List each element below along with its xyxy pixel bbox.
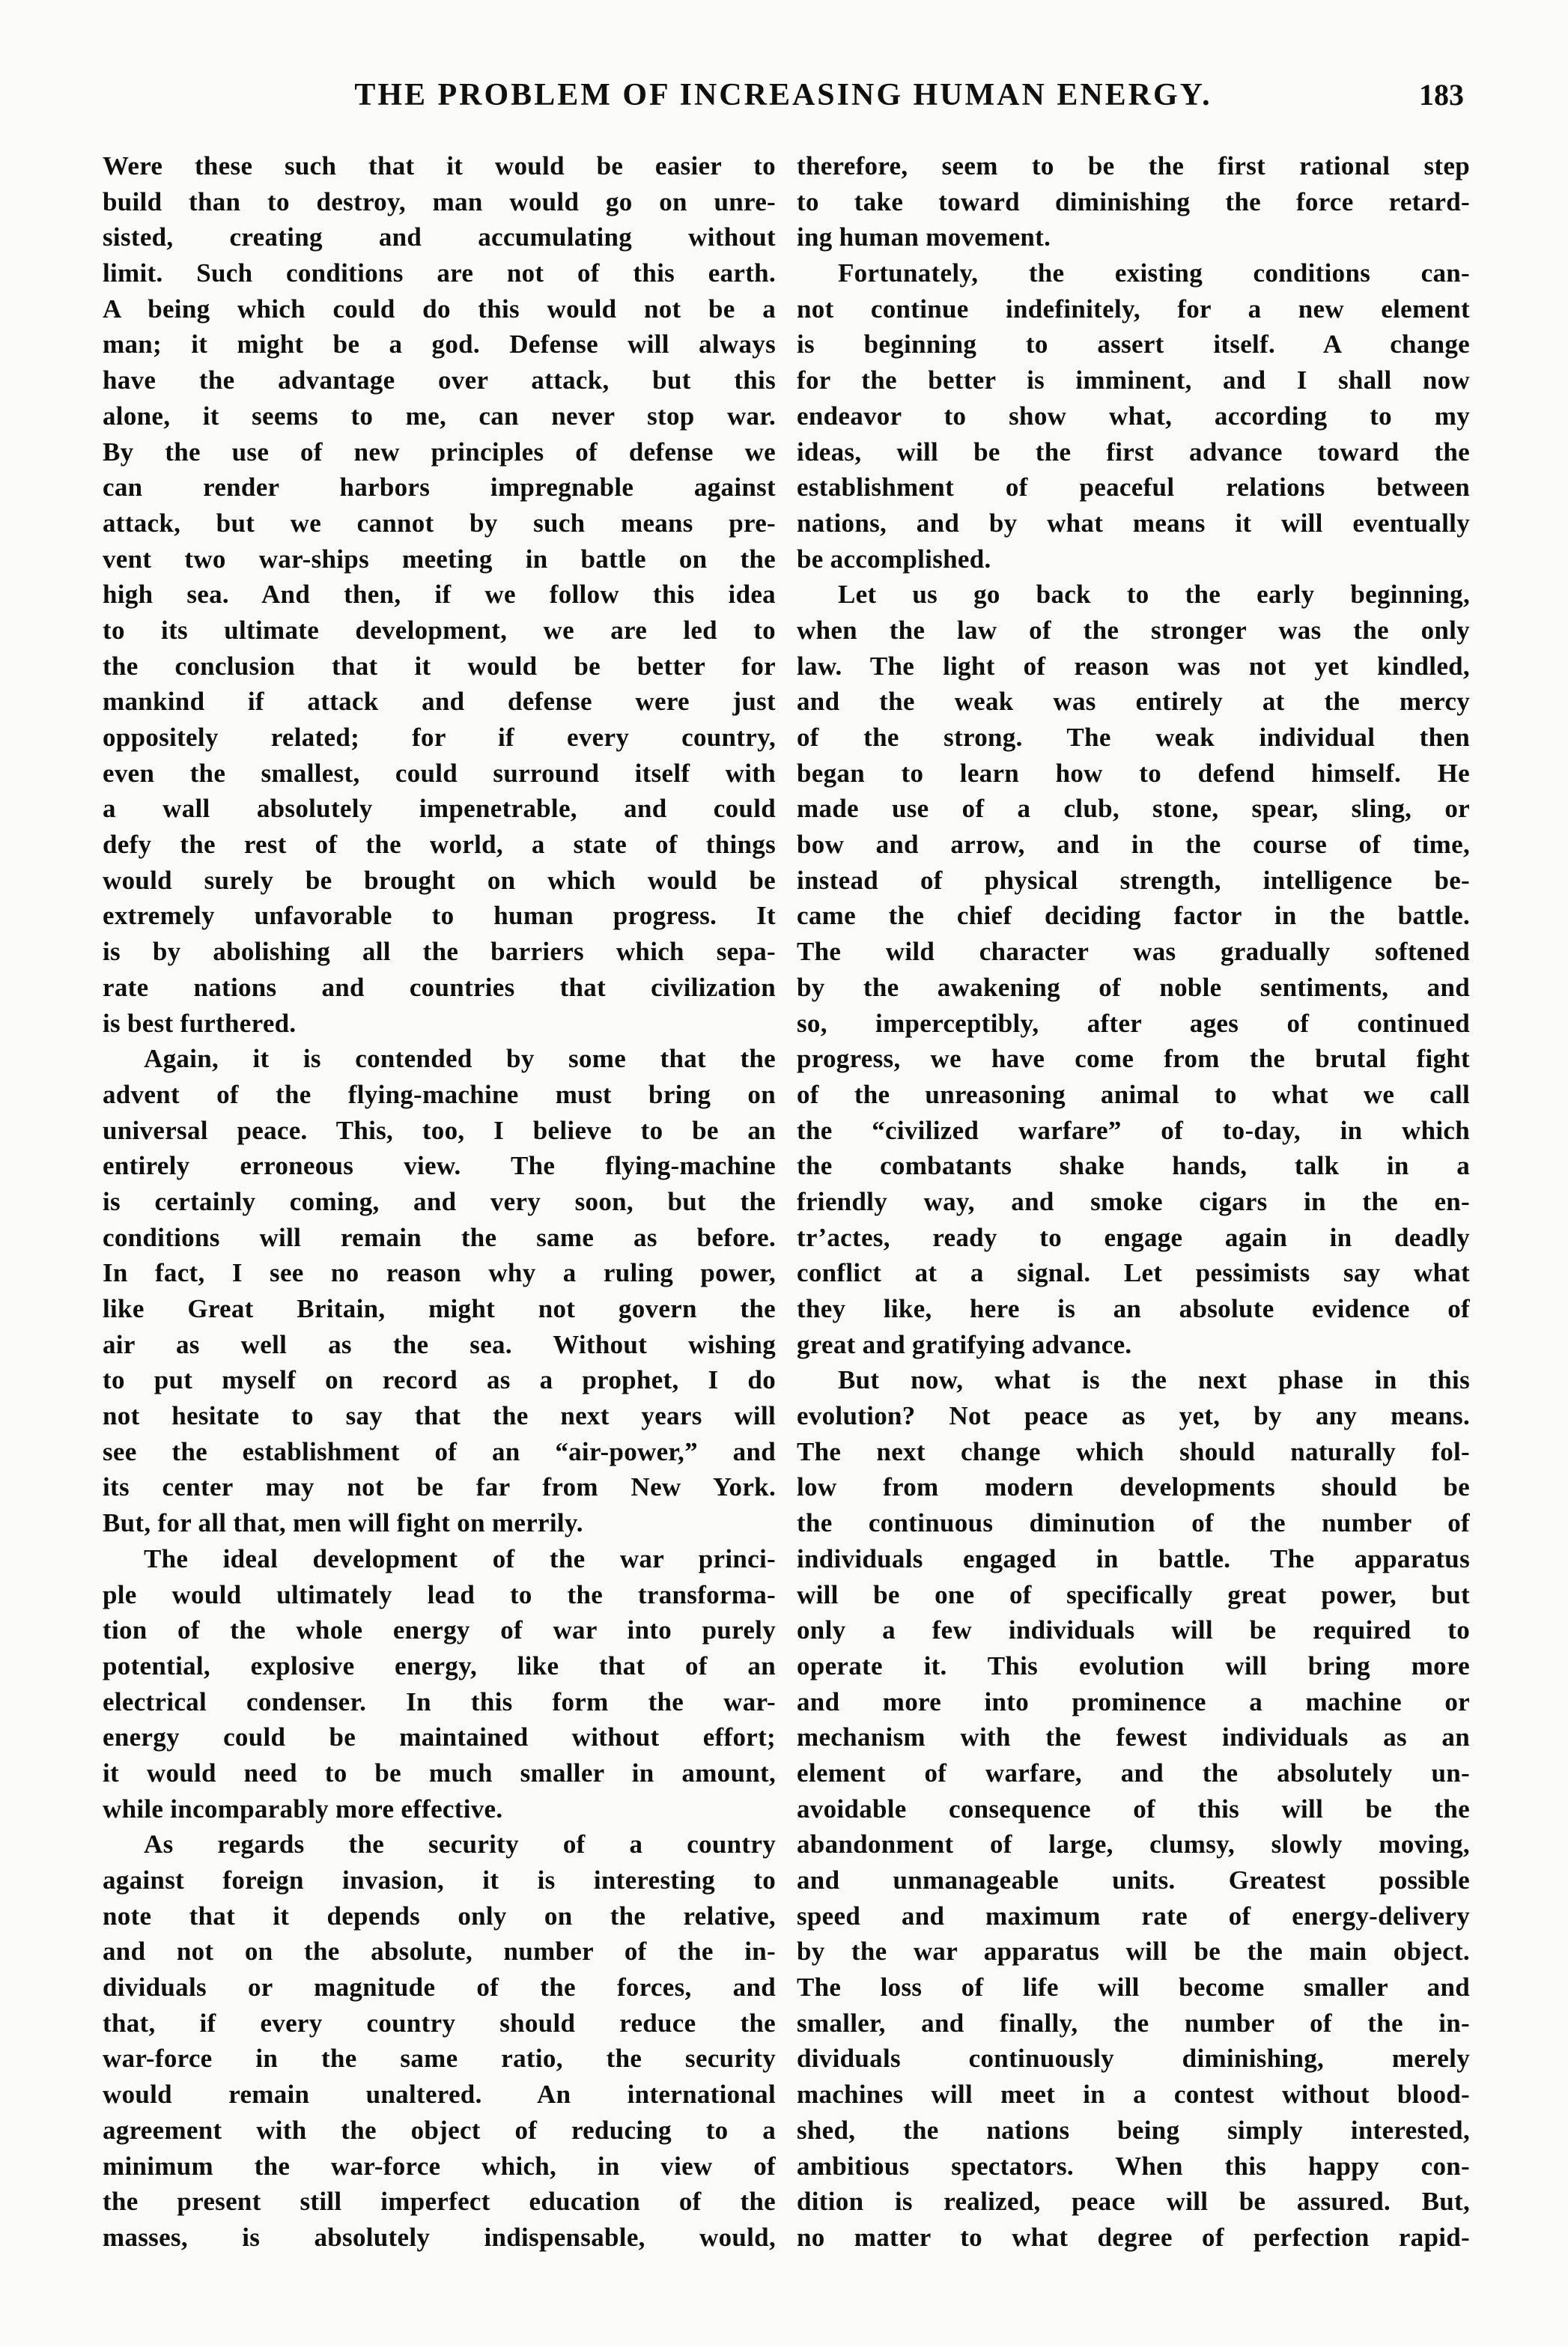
text-line: machines will meet in a contest without blood- [797, 2080, 1470, 2110]
text-line: a wall absolutely impenetrable, and could [103, 794, 776, 824]
text-line: the continuous diminution of the number of [797, 1508, 1470, 1538]
text-line: progress, we have come from the brutal fight [797, 1044, 1470, 1074]
text-line: would surely be brought on which would be [103, 865, 776, 895]
text-line: By the use of new principles of defense we [103, 437, 776, 467]
text-line: oppositely related; for if every country, [103, 723, 776, 752]
text-line: individuals engaged in battle. The apparatus [797, 1543, 1470, 1573]
text-line: But, for all that, men will fight on merrily. [103, 1508, 583, 1538]
text-line: and the weak was entirely at the mercy [797, 687, 1470, 717]
text-line: electrical condenser. In this form the war- [103, 1686, 776, 1716]
text-line: bow and arrow, and in the course of time, [797, 830, 1470, 860]
text-line: while incomparably more effective. [103, 1794, 503, 1824]
text-line: be accomplished. [797, 544, 991, 574]
text-line: tr’actes, ready to engage again in deadly [797, 1222, 1470, 1252]
text-line: no matter to what degree of perfection rapid- [797, 2222, 1470, 2252]
text-line: therefore, seem to be the first rational step [797, 151, 1470, 180]
text-line: by the war apparatus will be the main object. [797, 1937, 1470, 1967]
text-line: can render harbors impregnable against [103, 473, 776, 503]
text-line: is beginning to assert itself. A change [797, 330, 1470, 359]
text-line: for the better is imminent, and I shall now [797, 365, 1470, 395]
text-line: friendly way, and smoke cigars in the en- [797, 1186, 1470, 1216]
text-line: The loss of life will become smaller and [797, 1973, 1470, 2003]
page-header [103, 75, 1464, 115]
text-line: came the chief deciding factor in the battle. [797, 901, 1470, 931]
text-line: minimum the war-force which, in view of [103, 2151, 776, 2181]
text-line: so, imperceptibly, after ages of continued [797, 1008, 1470, 1038]
text-line: ideas, will be the first advance toward the [797, 437, 1470, 467]
paragraph [103, 1827, 776, 2255]
text-line: conflict at a signal. Let pessimists say what [797, 1258, 1470, 1288]
page-number: 183 [1419, 78, 1464, 112]
text-line: would remain unaltered. An international [103, 2080, 776, 2110]
text-line: made use of a club, stone, spear, sling, or [797, 794, 1470, 824]
text-line: A being which could do this would not be a [103, 294, 776, 324]
text-line: dividuals or magnitude of the forces, and [103, 1973, 776, 2003]
text-line: dition is realized, peace will be assured. But, [797, 2187, 1470, 2217]
paragraph [103, 148, 776, 1041]
left-column [103, 148, 776, 2256]
text-line: potential, explosive energy, like that of an [103, 1651, 776, 1680]
text-line: build than to destroy, man would go on unre- [103, 186, 776, 216]
text-line: In fact, I see no reason why a ruling power, [103, 1258, 776, 1288]
text-line: The next change which should naturally fol- [797, 1436, 1470, 1466]
text-line: is certainly coming, and very soon, but the [103, 1186, 776, 1216]
text-line: great and gratifying advance. [797, 1329, 1132, 1359]
text-line: Fortunately, the existing conditions can- [838, 258, 1470, 288]
text-line: that, if every country should reduce the [103, 2008, 776, 2038]
text-line: abandonment of large, clumsy, slowly moving, [797, 1830, 1470, 1859]
text-line: not continue indefinitely, for a new element [797, 294, 1470, 324]
text-line: its center may not be far from New York. [103, 1472, 776, 1502]
text-line: entirely erroneous view. The flying-machine [103, 1151, 776, 1181]
text-line: universal peace. This, too, I believe to be an [103, 1115, 776, 1145]
paragraph [797, 1362, 1470, 2255]
text-line: and not on the absolute, number of the in- [103, 1937, 776, 1967]
two-column-body [103, 148, 1470, 2256]
text-line: dividuals continuously diminishing, merely [797, 2044, 1470, 2074]
text-line: and unmanageable units. Greatest possible [797, 1865, 1470, 1895]
text-line: alone, it seems to me, can never stop war. [103, 401, 776, 431]
text-line: see the establishment of an “air-power,” and [103, 1436, 776, 1466]
text-line: to its ultimate development, we are led to [103, 615, 776, 645]
text-line: attack, but we cannot by such means pre- [103, 508, 776, 538]
text-line: to put myself on record as a prophet, I do [103, 1365, 776, 1395]
text-line: by the awakening of noble sentiments, and [797, 972, 1470, 1002]
text-line: endeavor to show what, according to my [797, 401, 1470, 431]
text-line: ing human movement. [797, 222, 1051, 252]
text-line: extremely unfavorable to human progress. It [103, 901, 776, 931]
text-line: have the advantage over attack, but this [103, 365, 776, 395]
text-line: ambitious spectators. When this happy con- [797, 2151, 1470, 2181]
text-line: began to learn how to defend himself. He [797, 758, 1470, 788]
text-line: tion of the whole energy of war into purely [103, 1615, 776, 1645]
text-line: speed and maximum rate of energy-delivery [797, 1901, 1470, 1931]
text-line: mechanism with the fewest individuals as an [797, 1722, 1470, 1752]
text-line: against foreign invasion, it is interesting to [103, 1865, 776, 1895]
text-line: Were these such that it would be easier to [103, 151, 776, 180]
text-line: even the smallest, could surround itself with [103, 758, 776, 788]
text-line: the conclusion that it would be better for [103, 651, 776, 681]
text-line: But now, what is the next phase in this [838, 1365, 1470, 1395]
text-line: high sea. And then, if we follow this idea [103, 580, 776, 610]
text-line: energy could be maintained without effort; [103, 1722, 776, 1752]
text-line: will be one of specifically great power, but [797, 1579, 1470, 1609]
text-line: like Great Britain, might not govern the [103, 1294, 776, 1323]
text-line: advent of the flying-machine must bring on [103, 1079, 776, 1109]
right-column [797, 148, 1470, 2256]
text-line: only a few individuals will be required to [797, 1615, 1470, 1645]
text-line: As regards the security of a country [144, 1830, 776, 1859]
text-line: The wild character was gradually softened [797, 937, 1470, 967]
paragraph [797, 148, 1470, 255]
text-line: mankind if attack and defense were just [103, 687, 776, 717]
text-line: agreement with the object of reducing to a [103, 2115, 776, 2145]
text-line: evolution? Not peace as yet, by any means. [797, 1401, 1470, 1431]
text-line: limit. Such conditions are not of this earth. [103, 258, 776, 288]
text-line: vent two war-ships meeting in battle on the [103, 544, 776, 574]
paragraph [797, 577, 1470, 1362]
text-line: The ideal development of the war princi- [144, 1543, 776, 1573]
text-line: conditions will remain the same as before. [103, 1222, 776, 1252]
text-line: note that it depends only on the relative, [103, 1901, 776, 1931]
text-line: they like, here is an absolute evidence of [797, 1294, 1470, 1323]
text-line: avoidable consequence of this will be the [797, 1794, 1470, 1824]
text-line: instead of physical strength, intelligence be- [797, 865, 1470, 895]
paragraph [797, 255, 1470, 577]
text-line: when the law of the stronger was the only [797, 615, 1470, 645]
paragraph [103, 1541, 776, 1827]
text-line: sisted, creating and accumulating without [103, 222, 776, 252]
text-line: of the strong. The weak individual then [797, 723, 1470, 752]
running-title: THE PROBLEM OF INCREASING HUMAN ENERGY. [354, 78, 1212, 112]
text-line: is by abolishing all the barriers which sepa- [103, 937, 776, 967]
text-line: it would need to be much smaller in amount, [103, 1758, 776, 1788]
text-line: defy the rest of the world, a state of things [103, 830, 776, 860]
text-line: operate it. This evolution will bring more [797, 1651, 1470, 1680]
text-line: to take toward diminishing the force retard- [797, 186, 1470, 216]
text-line: ple would ultimately lead to the transforma- [103, 1579, 776, 1609]
text-line: war-force in the same ratio, the security [103, 2044, 776, 2074]
text-line: rate nations and countries that civilization [103, 972, 776, 1002]
text-line: Let us go back to the early beginning, [838, 580, 1470, 610]
text-line: of the unreasoning animal to what we call [797, 1079, 1470, 1109]
text-line: Again, it is contended by some that the [144, 1044, 776, 1074]
text-line: low from modern developments should be [797, 1472, 1470, 1502]
text-line: is best furthered. [103, 1008, 297, 1038]
text-line: the “civilized warfare” of to-day, in which [797, 1115, 1470, 1145]
text-line: not hesitate to say that the next years will [103, 1401, 776, 1431]
text-line: the combatants shake hands, talk in a [797, 1151, 1470, 1181]
text-line: establishment of peaceful relations between [797, 473, 1470, 503]
text-line: law. The light of reason was not yet kindled, [797, 651, 1470, 681]
text-line: man; it might be a god. Defense will always [103, 330, 776, 359]
text-line: shed, the nations being simply interested, [797, 2115, 1470, 2145]
text-line: the present still imperfect education of the [103, 2187, 776, 2217]
text-line: smaller, and finally, the number of the in- [797, 2008, 1470, 2038]
text-line: and more into prominence a machine or [797, 1686, 1470, 1716]
paragraph [103, 1041, 776, 1541]
text-line: nations, and by what means it will eventually [797, 508, 1470, 538]
text-line: air as well as the sea. Without wishing [103, 1329, 776, 1359]
text-line: element of warfare, and the absolutely un- [797, 1758, 1470, 1788]
text-line: masses, is absolutely indispensable, would, [103, 2222, 776, 2252]
